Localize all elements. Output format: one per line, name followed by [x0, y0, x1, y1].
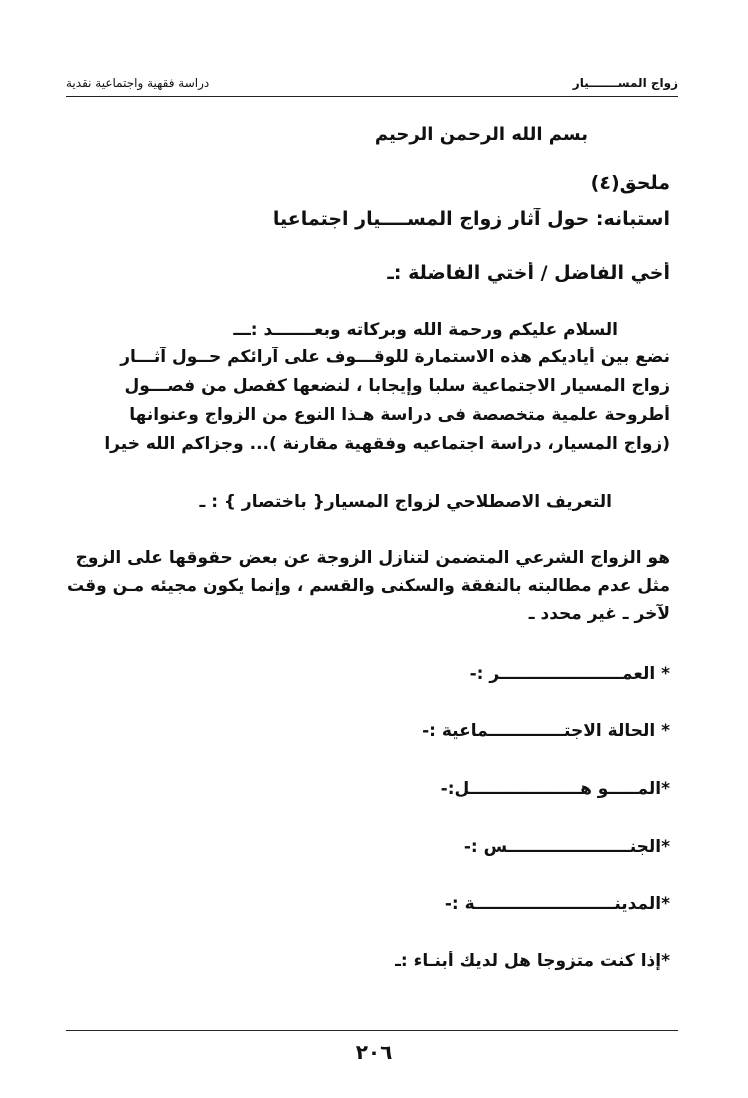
- definition-line-2: مثل عدم مطالبته بالنفقة والسكنى والقسم ، وإنما يكون مجيئه مـن وقت: [66, 576, 670, 596]
- salutation: أخي الفاضل / أختي الفاضلة :ـ: [387, 262, 670, 284]
- intro-line-1: نضع بين أياديكم هذه الاستمارة للوقـــوف على آرائكم حــول آثـــار: [120, 347, 670, 367]
- intro-line-3: أطروحة علمية متخصصة فى دراسة هـذا النوع من الزواج وعنوانها: [129, 405, 670, 425]
- basmala: بسم الله الرحمن الرحيم: [374, 124, 588, 145]
- running-header-title: زواج المســـــــيار: [572, 76, 678, 90]
- header-rule: [66, 96, 678, 97]
- page-number: ٢٠٦: [355, 1040, 393, 1064]
- field-children: *إذا كنت متزوجا هل لديك أبنـاء :ـ: [395, 951, 670, 971]
- definition-line-3: لآخر ـ غير محدد ـ: [528, 604, 670, 624]
- running-header-subtitle: دراسة فقهية واجتماعية نقدية: [66, 76, 210, 90]
- field-marital-status: * الحالة الاجتـــــــــــــماعية :-: [422, 721, 670, 741]
- footer-rule: [66, 1030, 678, 1031]
- questionnaire-title: استبانه: حول آثار زواج المســــيار اجتماعيا: [272, 208, 670, 230]
- field-qualification: *المـــــو هـــــــــــــــــــل:-: [440, 779, 670, 799]
- intro-line-4: (زواج المسيار، دراسة اجتماعيه وفقهية مقارنة )... وجزاكم الله خيرا: [104, 434, 670, 454]
- definition-heading: التعريف الاصطلاحي لزواج المسيار{ باختصار } : ـ: [199, 492, 612, 512]
- field-gender: *الجنـــــــــــــــــــــس :-: [463, 837, 670, 857]
- field-city: *المدينــــــــــــــــــــــــة :-: [444, 894, 670, 914]
- intro-line-2: زواج المسيار الاجتماعية سلبا وإيجابا ، لنضعها كفصل من فصـــول: [124, 376, 670, 396]
- field-age: * العمـــــــــــــــــــــر :-: [469, 664, 670, 684]
- appendix-label: ملحق(٤): [590, 172, 670, 194]
- definition-line-1: هو الزواج الشرعي المتضمن لتنازل الزوجة عن بعض حقوقها على الزوج: [75, 548, 670, 568]
- greeting: السلام عليكم ورحمة الله وبركاته وبعـــــــد :ـــ: [233, 320, 618, 340]
